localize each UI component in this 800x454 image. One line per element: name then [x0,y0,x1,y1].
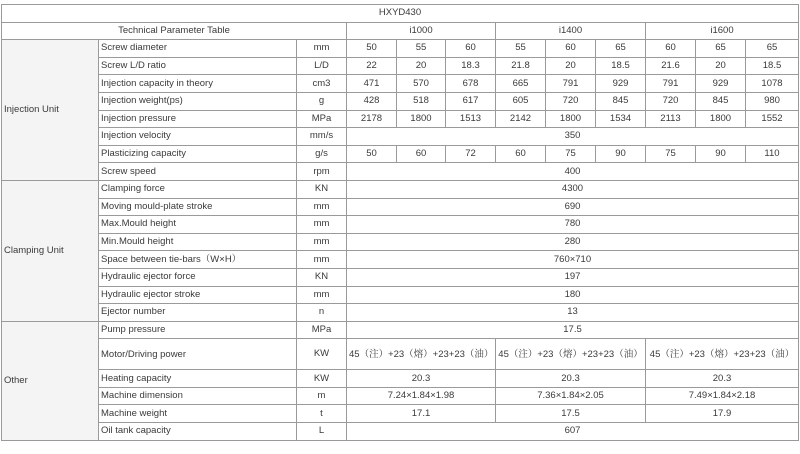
param-unit: KW [297,370,347,388]
param-name: Machine weight [99,405,297,423]
param-value: 55 [397,40,446,58]
param-unit: MPa [297,321,347,339]
param-value: 780 [347,216,799,234]
table-row [2,128,799,146]
table-row [2,251,799,269]
param-unit: g/s [297,145,347,163]
table-row [2,216,799,234]
param-name: Hydraulic ejector stroke [99,286,297,304]
param-value: 7.24×1.84×1.98 [347,387,496,405]
param-name: Injection capacity in theory [99,75,297,93]
technical-parameter-table [1,4,799,441]
param-value: 7.49×1.84×2.18 [646,387,799,405]
param-value: 665 [496,75,546,93]
param-name: Min.Mould height [99,233,297,251]
table-row [2,57,799,75]
param-unit: MPa [297,110,347,128]
param-value: 7.36×1.84×2.05 [496,387,646,405]
param-value: 350 [347,128,799,146]
param-value: 21.6 [646,57,696,75]
table-row [2,268,799,286]
param-value: 60 [397,145,446,163]
table-row [2,180,799,198]
param-value: 60 [646,40,696,58]
param-value: 570 [397,75,446,93]
param-value: 20.3 [347,370,496,388]
param-unit: mm/s [297,128,347,146]
param-value: 45（注）+23（熔）+23+23（油） [646,339,799,370]
param-value: 180 [347,286,799,304]
param-name: Max.Mould height [99,216,297,234]
table-row [2,75,799,93]
param-unit: KN [297,268,347,286]
param-value: 18.3 [446,57,496,75]
param-value: 791 [646,75,696,93]
param-value: 90 [696,145,746,163]
param-name: Heating capacity [99,370,297,388]
param-value: 72 [446,145,496,163]
param-value: 1800 [546,110,596,128]
param-name: Screw L/D ratio [99,57,297,75]
param-value: 617 [446,92,496,110]
param-value: 4300 [347,180,799,198]
param-value: 607 [347,423,799,441]
param-value: 17.5 [496,405,646,423]
param-value: 65 [746,40,799,58]
param-value: 678 [446,75,496,93]
param-unit: m [297,387,347,405]
param-value: 60 [546,40,596,58]
param-value: 1078 [746,75,799,93]
group-other: Other [2,321,99,440]
param-value: 760×710 [347,251,799,269]
param-unit: rpm [297,163,347,181]
model-header-2: i1400 [496,22,646,40]
param-value: 845 [696,92,746,110]
param-value: 471 [347,75,397,93]
group-injection-unit: Injection Unit [2,40,99,181]
group-clamping-unit: Clamping Unit [2,180,99,321]
param-name: Motor/Driving power [99,339,297,370]
param-name: Machine dimension [99,387,297,405]
param-value: 720 [546,92,596,110]
table-row [2,163,799,181]
param-name: Space between tie-bars（W×H） [99,251,297,269]
param-value: 90 [596,145,646,163]
param-value: 1800 [397,110,446,128]
table-row [2,40,799,58]
table-row [2,339,799,370]
param-name: Plasticizing capacity [99,145,297,163]
param-value: 17.5 [347,321,799,339]
param-name: Screw speed [99,163,297,181]
param-value: 518 [397,92,446,110]
param-value: 75 [646,145,696,163]
param-value: 110 [746,145,799,163]
param-name: Injection pressure [99,110,297,128]
param-value: 605 [496,92,546,110]
param-value: 791 [546,75,596,93]
param-value: 20 [546,57,596,75]
param-value: 13 [347,304,799,322]
param-unit: mm [297,251,347,269]
param-unit: mm [297,216,347,234]
param-unit: mm [297,233,347,251]
param-name: Moving mould-plate stroke [99,198,297,216]
param-unit: L [297,423,347,441]
table-row [2,92,799,110]
param-value: 20.3 [646,370,799,388]
param-value: 45（注）+23（熔）+23+23（油） [347,339,496,370]
param-name: Screw diameter [99,40,297,58]
param-value: 2178 [347,110,397,128]
param-value: 1534 [596,110,646,128]
table-row [2,321,799,339]
param-unit: cm3 [297,75,347,93]
param-value: 60 [496,145,546,163]
param-value: 690 [347,198,799,216]
model-header-1: i1000 [347,22,496,40]
param-value: 845 [596,92,646,110]
param-unit: KN [297,180,347,198]
table-row [2,370,799,388]
param-value: 55 [496,40,546,58]
param-value: 2113 [646,110,696,128]
param-value: 2142 [496,110,546,128]
param-value: 21.8 [496,57,546,75]
param-name: Clamping force [99,180,297,198]
param-name: Injection velocity [99,128,297,146]
param-value: 22 [347,57,397,75]
param-value: 17.1 [347,405,496,423]
param-value: 60 [446,40,496,58]
param-unit: g [297,92,347,110]
param-value: 50 [347,145,397,163]
param-value: 1800 [696,110,746,128]
param-value: 50 [347,40,397,58]
param-name: Injection weight(ps) [99,92,297,110]
model-header-3: i1600 [646,22,799,40]
param-value: 197 [347,268,799,286]
param-value: 929 [596,75,646,93]
param-unit: n [297,304,347,322]
param-value: 45（注）+23（熔）+23+23（油） [496,339,646,370]
param-name: Ejector number [99,304,297,322]
param-value: 400 [347,163,799,181]
table-row [2,233,799,251]
table-row [2,387,799,405]
table-row [2,198,799,216]
param-value: 65 [596,40,646,58]
param-name: Hydraulic ejector force [99,268,297,286]
param-name: Pump pressure [99,321,297,339]
param-value: 18.5 [596,57,646,75]
param-unit: mm [297,286,347,304]
param-unit: mm [297,40,347,58]
param-value: 1552 [746,110,799,128]
param-value: 20 [696,57,746,75]
param-value: 17.9 [646,405,799,423]
param-value: 65 [696,40,746,58]
table-row [2,286,799,304]
param-value: 75 [546,145,596,163]
table-row [2,423,799,441]
param-value: 720 [646,92,696,110]
param-value: 280 [347,233,799,251]
param-value: 980 [746,92,799,110]
param-value: 929 [696,75,746,93]
param-unit: mm [297,198,347,216]
table-row [2,145,799,163]
param-value: 20 [397,57,446,75]
param-name: Oil tank capacity [99,423,297,441]
table-row [2,110,799,128]
param-unit: t [297,405,347,423]
param-value: 18.5 [746,57,799,75]
table-row [2,304,799,322]
table-label: Technical Parameter Table [2,22,347,40]
table-title: HXYD430 [2,5,799,23]
table-row [2,405,799,423]
param-unit: KW [297,339,347,370]
param-unit: L/D [297,57,347,75]
param-value: 428 [347,92,397,110]
param-value: 20.3 [496,370,646,388]
param-value: 1513 [446,110,496,128]
